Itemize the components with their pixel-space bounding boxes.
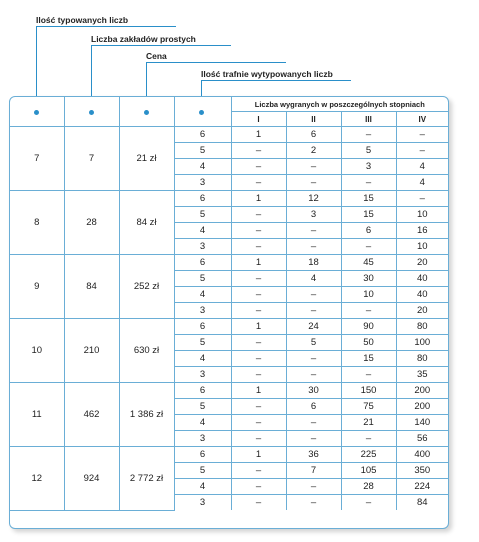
price-cell: 2 772 zł — [119, 447, 174, 511]
winners-cell: – — [341, 127, 396, 143]
hits-cell: 4 — [174, 287, 231, 303]
table-row — [10, 191, 448, 207]
winners-cell: – — [231, 287, 286, 303]
winners-cell: 12 — [286, 191, 341, 207]
winners-cell: 140 — [396, 415, 448, 431]
winners-cell: – — [231, 143, 286, 159]
winners-cell: 56 — [396, 431, 448, 447]
winners-cell: 5 — [286, 335, 341, 351]
degree-header: II — [286, 112, 341, 127]
callout-price: Cena — [146, 51, 167, 61]
lottery-table — [9, 96, 449, 529]
marker-dot — [89, 110, 94, 115]
winners-cell: – — [231, 223, 286, 239]
winners-cell: 10 — [396, 239, 448, 255]
winners-cell: – — [231, 351, 286, 367]
winners-cell: 10 — [341, 287, 396, 303]
winners-cell: – — [341, 495, 396, 511]
winners-cell: 35 — [396, 367, 448, 383]
winners-cell: 90 — [341, 319, 396, 335]
winners-cell: 3 — [286, 207, 341, 223]
table-row — [10, 319, 448, 335]
leader-count-numbers-h — [36, 26, 176, 27]
simple-bets-cell: 28 — [64, 191, 119, 255]
hits-cell: 5 — [174, 271, 231, 287]
winners-cell: – — [341, 239, 396, 255]
hits-cell: 4 — [174, 223, 231, 239]
price-cell: 1 386 zł — [119, 383, 174, 447]
winners-cell: 15 — [341, 191, 396, 207]
winners-cell: 1 — [231, 383, 286, 399]
winners-cell: – — [231, 303, 286, 319]
winners-cell: 20 — [396, 255, 448, 271]
table-row — [10, 383, 448, 399]
callout-simple-bets: Liczba zakładów prostych — [91, 34, 196, 44]
hits-cell: 5 — [174, 463, 231, 479]
hits-cell: 4 — [174, 351, 231, 367]
winners-cell: 80 — [396, 351, 448, 367]
hits-cell: 6 — [174, 191, 231, 207]
winners-cell: – — [231, 367, 286, 383]
winners-cell: – — [231, 463, 286, 479]
winners-cell: 1 — [231, 191, 286, 207]
winners-cell: – — [231, 415, 286, 431]
winners-cell: – — [286, 175, 341, 191]
winners-cell: 350 — [396, 463, 448, 479]
hits-cell: 4 — [174, 415, 231, 431]
winners-cell: – — [396, 191, 448, 207]
hits-cell: 3 — [174, 175, 231, 191]
hits-cell: 6 — [174, 447, 231, 463]
winners-cell: – — [286, 303, 341, 319]
count-numbers-cell: 7 — [10, 127, 64, 191]
winners-cell: 15 — [341, 207, 396, 223]
marker-dot — [199, 110, 204, 115]
winners-cell: – — [231, 495, 286, 511]
winners-cell: – — [341, 175, 396, 191]
hits-cell: 5 — [174, 399, 231, 415]
winners-cell: 21 — [341, 415, 396, 431]
winners-cell: 40 — [396, 287, 448, 303]
winners-cell: 4 — [396, 159, 448, 175]
winners-cell: 15 — [341, 351, 396, 367]
count-numbers-cell: 8 — [10, 191, 64, 255]
prize-table — [10, 97, 448, 511]
count-numbers-cell: 10 — [10, 319, 64, 383]
winners-cell: 200 — [396, 383, 448, 399]
hits-cell: 6 — [174, 383, 231, 399]
winners-cell: – — [286, 495, 341, 511]
winners-cell: – — [231, 271, 286, 287]
winners-cell: 4 — [396, 175, 448, 191]
winners-cell: 4 — [286, 271, 341, 287]
winners-cell: 2 — [286, 143, 341, 159]
winners-cell: 45 — [341, 255, 396, 271]
hits-cell: 3 — [174, 303, 231, 319]
winners-cell: 1 — [231, 127, 286, 143]
winners-cell: – — [286, 223, 341, 239]
winners-cell: 200 — [396, 399, 448, 415]
winners-cell: – — [286, 287, 341, 303]
marker-dot — [144, 110, 149, 115]
winners-cell: – — [341, 303, 396, 319]
price-cell: 630 zł — [119, 319, 174, 383]
winners-cell: 18 — [286, 255, 341, 271]
winners-cell: – — [231, 175, 286, 191]
hits-cell: 6 — [174, 255, 231, 271]
callout-hits: Ilość trafnie wytypowanych liczb — [201, 69, 333, 79]
hits-cell: 4 — [174, 159, 231, 175]
winners-cell: 20 — [396, 303, 448, 319]
hits-cell: 4 — [174, 479, 231, 495]
winners-cell: – — [286, 239, 341, 255]
simple-bets-cell: 84 — [64, 255, 119, 319]
hits-cell: 3 — [174, 239, 231, 255]
winners-cell: 30 — [286, 383, 341, 399]
winners-cell: 100 — [396, 335, 448, 351]
leader-hits-h — [201, 80, 351, 81]
winners-cell: 50 — [341, 335, 396, 351]
winners-cell: 3 — [341, 159, 396, 175]
winners-cell: – — [231, 159, 286, 175]
winners-cell: 80 — [396, 319, 448, 335]
hits-cell: 6 — [174, 319, 231, 335]
winners-cell: – — [231, 239, 286, 255]
winners-cell: 84 — [396, 495, 448, 511]
count-numbers-cell: 12 — [10, 447, 64, 511]
hits-cell: 3 — [174, 367, 231, 383]
winners-cell: 6 — [286, 127, 341, 143]
winners-cell: – — [231, 207, 286, 223]
winners-cell: 6 — [286, 399, 341, 415]
hits-cell: 3 — [174, 495, 231, 511]
winners-cell: 5 — [341, 143, 396, 159]
winners-cell: 225 — [341, 447, 396, 463]
marker-dot — [34, 110, 39, 115]
winners-cell: – — [231, 335, 286, 351]
leader-simple-bets-h — [91, 45, 231, 46]
winners-cell: – — [396, 127, 448, 143]
winners-cell: 40 — [396, 271, 448, 287]
winners-cell: 24 — [286, 319, 341, 335]
winners-cell: 16 — [396, 223, 448, 239]
winners-cell: – — [231, 479, 286, 495]
winners-cell: 6 — [341, 223, 396, 239]
winners-cell: – — [341, 367, 396, 383]
degree-header: III — [341, 112, 396, 127]
price-cell: 84 zł — [119, 191, 174, 255]
winners-cell: – — [286, 431, 341, 447]
hits-cell: 6 — [174, 127, 231, 143]
degree-header: IV — [396, 112, 448, 127]
winners-cell: 30 — [341, 271, 396, 287]
simple-bets-cell: 7 — [64, 127, 119, 191]
winners-cell: 1 — [231, 255, 286, 271]
leader-price-h — [146, 62, 286, 63]
price-cell: 252 zł — [119, 255, 174, 319]
winners-cell: – — [286, 159, 341, 175]
hits-cell: 3 — [174, 431, 231, 447]
winners-cell: 28 — [341, 479, 396, 495]
winners-cell: – — [231, 399, 286, 415]
header-row-1 — [10, 97, 448, 112]
degree-header: I — [231, 112, 286, 127]
winners-cell: – — [341, 431, 396, 447]
table-row — [10, 255, 448, 271]
simple-bets-cell: 924 — [64, 447, 119, 511]
winners-cell: 150 — [341, 383, 396, 399]
winners-title: Liczba wygranych w poszczególnych stopniach — [231, 97, 448, 112]
winners-cell: 10 — [396, 207, 448, 223]
count-numbers-cell: 11 — [10, 383, 64, 447]
winners-cell: 1 — [231, 319, 286, 335]
winners-cell: – — [396, 143, 448, 159]
hits-cell: 5 — [174, 143, 231, 159]
winners-cell: 400 — [396, 447, 448, 463]
winners-cell: 105 — [341, 463, 396, 479]
winners-cell: – — [286, 479, 341, 495]
winners-cell: 1 — [231, 447, 286, 463]
simple-bets-cell: 210 — [64, 319, 119, 383]
winners-cell: – — [286, 351, 341, 367]
winners-cell: – — [286, 367, 341, 383]
winners-cell: 36 — [286, 447, 341, 463]
hits-cell: 5 — [174, 335, 231, 351]
table-row — [10, 447, 448, 463]
table-row — [10, 127, 448, 143]
count-numbers-cell: 9 — [10, 255, 64, 319]
winners-cell: 224 — [396, 479, 448, 495]
callout-count-numbers: Ilość typowanych liczb — [36, 15, 129, 25]
winners-cell: – — [231, 431, 286, 447]
hits-cell: 5 — [174, 207, 231, 223]
price-cell: 21 zł — [119, 127, 174, 191]
winners-cell: 7 — [286, 463, 341, 479]
winners-cell: 75 — [341, 399, 396, 415]
winners-cell: – — [286, 415, 341, 431]
simple-bets-cell: 462 — [64, 383, 119, 447]
